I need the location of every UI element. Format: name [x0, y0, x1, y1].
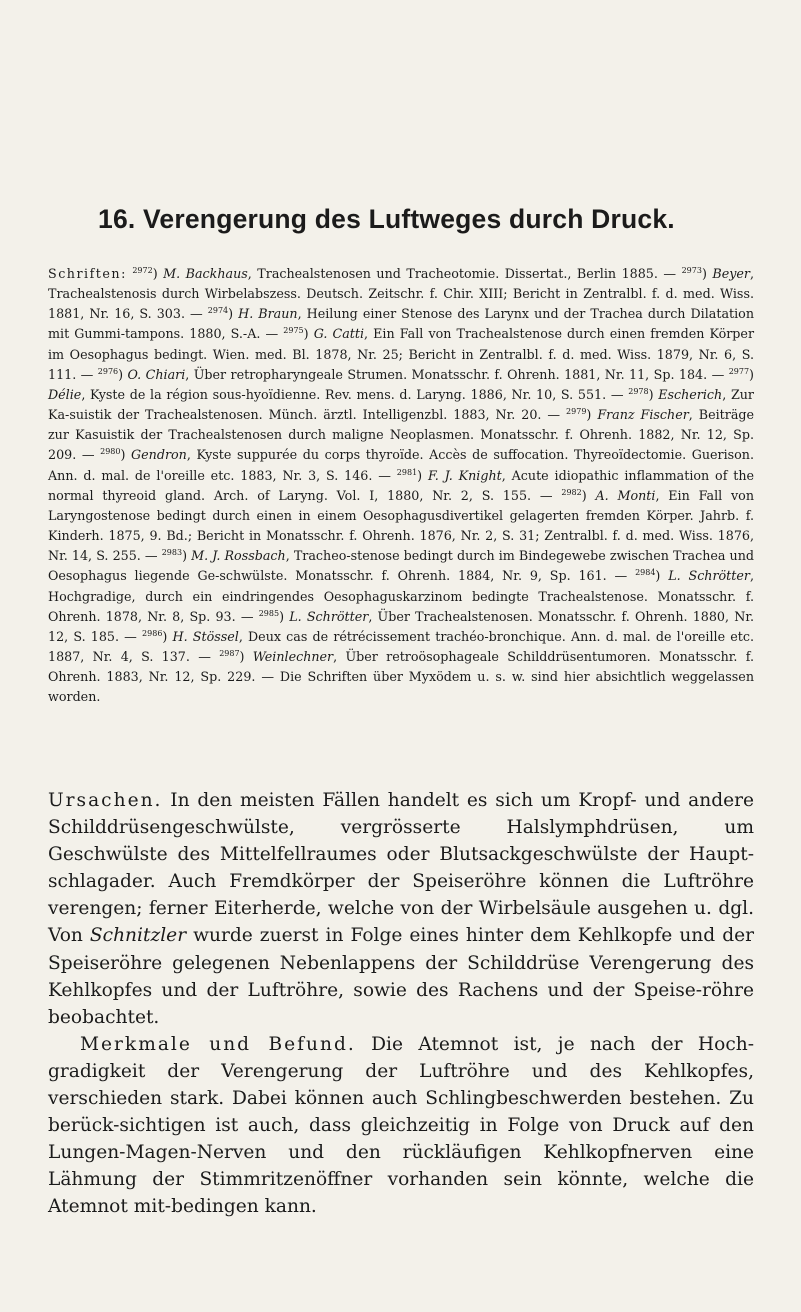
references-paragraph — [48, 264, 754, 707]
causes-paragraph — [48, 787, 754, 1031]
body-text — [48, 787, 754, 1221]
references-lead: Schriften: — [48, 266, 127, 281]
causes-lead: Ursachen. — [48, 790, 163, 811]
findings-paragraph — [48, 1031, 754, 1221]
findings-text: Die Atemnot ist, je nach der Hoch-gradigkeit der Verengerung der Luftröhre und des Kehlkopfes, verschieden stark. Dabei können auch Schlingbeschwerden bestehen. Zu berück-sichtigen ist auch, dass gleichzeitig in Folge von Druck auf den Lungen-Magen-Nerven und den rückläufigen Kehlkopfnerven eine Lähmung der Stimmritzenöffner vorhanden sein könnte, welche die Atemnot mit-bedingen kann. — [48, 1033, 754, 1218]
causes-text: In den meisten Fällen handelt es sich um Kropf- und andere Schilddrüsengeschwülste, vergrösserte Halslymphdrüsen, um Geschwülste des Mittelfellraumes oder Blutsackgeschwülste der Haupt-schlagader. Auch Fremdkörper der Speiseröhre können die Luftröhre verengen; ferner Eiterherde, welche von der Wirbelsäule ausgehen u. dgl. Von Schnitzler wurde zuerst in Folge eines hinter dem Kehlkopfe und der Speiseröhre gelegenen Nebenlappens der Schilddrüse Verengerung des Kehlkopfes und der Luftröhre, sowie des Rachens und der Speise-röhre beobachtet. — [48, 790, 754, 1028]
findings-lead: Merkmale und Befund. — [80, 1033, 356, 1055]
references-text: $^{2972}$) M. Backhaus, Trachealstenosen und Tracheotomie. Dissertat., Berlin 1885. — $^{2973}$) Beyer, Trachealstenosis durch Wirbelabszess. Deutsch. Zeitschr. f. Chir. XIII; Bericht in Zentralbl. f. d. med. Wiss. 1881, Nr. 16, S. 303. — $^{2974}$) H. Braun, Heilung einer Stenose des Larynx und der Trachea durch Dilatation mit Gummi-tampons. 1880, S.-A. — $^{2975}$) G. Catti, Ein Fall von Trachealstenose durch einen fremden Körper im Oesophagus bedingt. Wien. med. Bl. 1878, Nr. 25; Bericht in Zentralbl. f. d. med. Wiss. 1879, Nr. 6, S. 111. — $^{2976}$) O. Chiari, Über retropharyngeale Strumen. Monatsschr. f. Ohrenh. 1881, Nr. 11, Sp. 184. — $^{2977}$) Délie, Kyste de la région sous-hyoïdienne. Rev. mens. d. Laryng. 1886, Nr. 10, S. 551. — $^{2978}$) Escherich, Zur Ka-suistik der Trachealstenosen. Münch. ärztl. Intelligenzbl. 1883, Nr. 20. — $^{2979}$) Franz Fischer, Beiträge zur Kasuistik der Trachealstenosen durch maligne Neoplasmen. Monatsschr. f. Ohrenh. 1882, Nr. 12, Sp. 209. — $^{2980}$) Gendron, Kyste suppurée du corps thyroïde. Accès de suffocation. Thyreoïdectomie. Guerison. Ann. d. mal. de l'oreille etc. 1883, Nr. 3, S. 146. — $^{2981}$) F. J. Knight, Acute idiopathic inflammation of the normal thyreoid gland. Arch. of Laryng. Vol. I, 1880, Nr. 2, S. 155. — $^{2982}$) A. Monti, Ein Fall von Laryngostenose bedingt durch einen in einem Oesophagusdivertikel gelagerten fremden Körper. Jahrb. f. Kinderh. 1875, 9. Bd.; Bericht in Monatsschr. f. Ohrenh. 1876, Nr. 2, S. 31; Zentralbl. f. d. med. Wiss. 1876, Nr. 14, S. 255. — $^{2983}$) M. J. Rossbach, Tracheo-stenose bedingt durch im Bindegewebe zwischen Trachea und Oesophagus liegende Ge-schwülste. Monatsschr. f. Ohrenh. 1884, Nr. 9, Sp. 161. — $^{2984}$) L. Schrötter, Hochgradige, durch ein eindringendes Oesophaguskarzinom bedingte Trachealstenose. Monatsschr. f. Ohrenh. 1878, Nr. 8, Sp. 93. — $^{2985}$) L. Schrötter, Über Trachealstenosen. Monatsschr. f. Ohrenh. 1880, Nr. 12, S. 185. — $^{2986}$) H. Stössel, Deux cas de rétrécissement trachéo-bronchique. Ann. d. mal. de l'oreille etc. 1887, Nr. 4, S. 137. — $^{2987}$) Weinlechner, Über retroösophageale Schilddrüsentumoren. Monatsschr. f. Ohrenh. 1883, Nr. 12, Sp. 229. — Die Schriften über Myxödem u. s. w. sind hier absichtlich weggelassen worden. — [48, 266, 755, 705]
section-heading: 16. Verengerung des Luftweges durch Druck. — [98, 204, 675, 234]
